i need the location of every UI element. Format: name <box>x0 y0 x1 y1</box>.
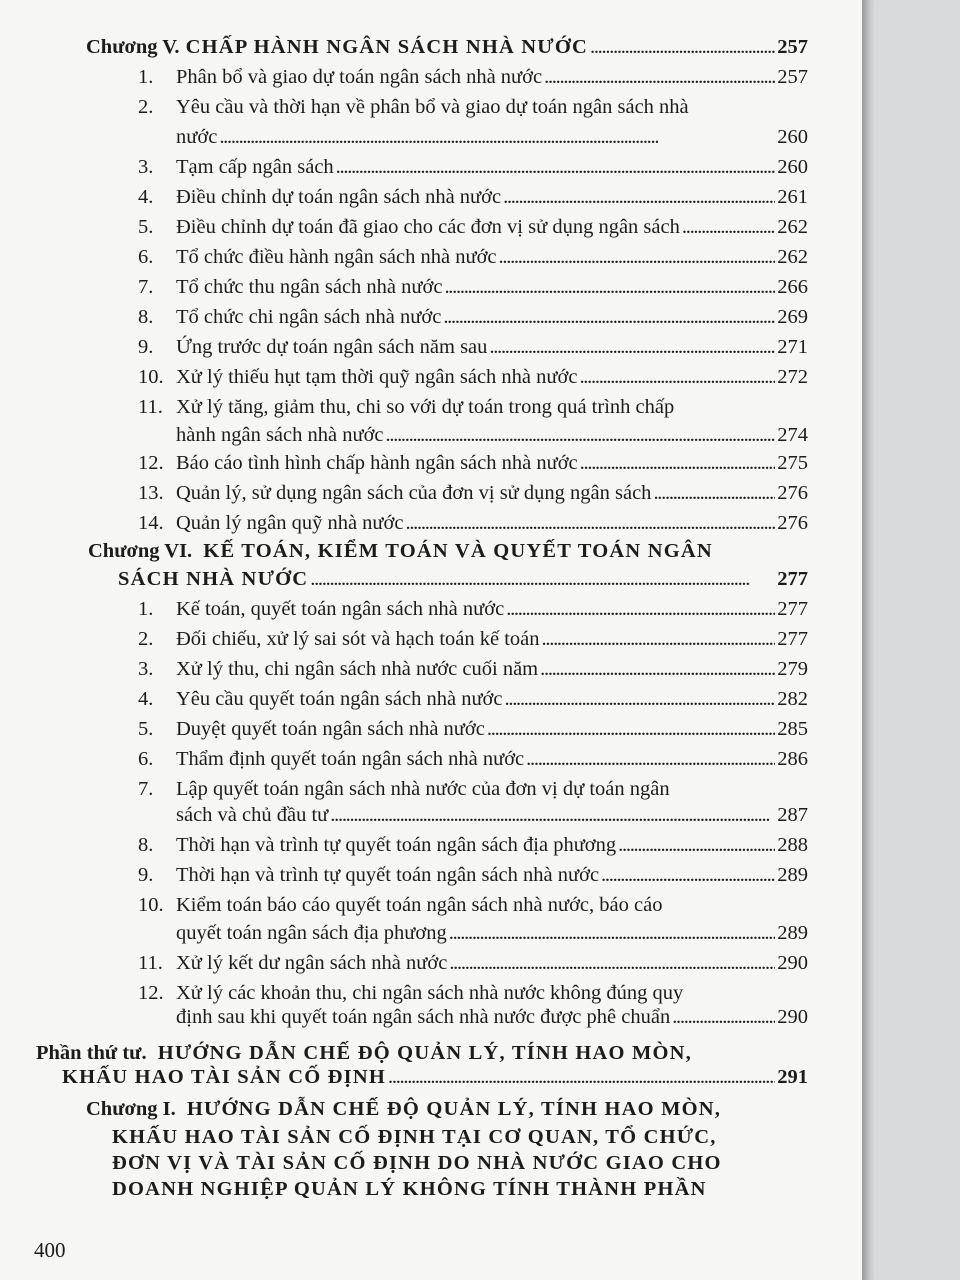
entry-number: 10. <box>138 366 164 388</box>
entry-page: 271 <box>777 336 808 358</box>
chapter6-heading-line2 <box>118 566 808 592</box>
entry-number: 9. <box>138 864 154 886</box>
entry-page: 279 <box>777 658 808 680</box>
toc-entry <box>138 64 808 90</box>
part4-chapter1-title-line4: DOANH NGHIỆP QUẢN LÝ KHÔNG TÍNH THÀNH PHẦN <box>112 1178 707 1200</box>
toc-entry-line1 <box>138 892 662 918</box>
chapter5-title: CHẤP HÀNH NGÂN SÁCH NHÀ NƯỚC <box>185 36 588 58</box>
entry-title: Tổ chức chi ngân sách nhà nước <box>176 306 442 328</box>
entry-page: 275 <box>777 452 808 474</box>
entry-title: Xử lý thiếu hụt tạm thời quỹ ngân sách nhà nước <box>176 366 578 388</box>
leader-dots <box>580 450 776 476</box>
leader-dots <box>449 950 775 976</box>
chapter5-label: Chương V. <box>86 36 180 58</box>
leader-dots <box>505 686 776 712</box>
entry-page: 286 <box>777 748 808 770</box>
chapter5-page: 257 <box>777 36 808 58</box>
leader-dots <box>330 802 775 828</box>
part4-label: Phần thứ tư. <box>36 1042 147 1064</box>
entry-page: 272 <box>777 366 808 388</box>
toc-entry-line2 <box>176 802 808 828</box>
entry-title: Quản lý, sử dụng ngân sách của đơn vị sử dụng ngân sách <box>176 482 652 504</box>
toc-entry <box>138 950 808 976</box>
toc-entry-line2 <box>176 920 808 946</box>
leader-dots <box>590 34 775 60</box>
entry-title: Duyệt quyết toán ngân sách nhà nước <box>176 718 485 740</box>
entry-number: 4. <box>138 186 154 208</box>
toc-entry <box>138 746 808 772</box>
entry-number: 8. <box>138 834 154 856</box>
entry-title-cont: sách và chủ đầu tư <box>176 804 329 826</box>
entry-title: Thời hạn và trình tự quyết toán ngân sách nhà nước <box>176 864 600 886</box>
entry-number: 12. <box>138 452 164 474</box>
leader-dots <box>386 422 776 448</box>
leader-dots <box>499 244 776 270</box>
entry-title: Quản lý ngân quỹ nhà nước <box>176 512 404 534</box>
toc-entry <box>138 364 808 390</box>
leader-dots <box>487 716 775 742</box>
toc-entry <box>138 274 808 300</box>
entry-number: 8. <box>138 306 154 328</box>
toc-entry-line1 <box>138 980 683 1006</box>
entry-page: 277 <box>777 598 808 620</box>
entry-number: 7. <box>138 276 154 298</box>
chapter6-title: KẾ TOÁN, KIỂM TOÁN VÀ QUYẾT TOÁN NGÂN <box>203 540 713 562</box>
page-number: 400 <box>34 1238 66 1262</box>
entry-title-cont: nước <box>176 126 218 148</box>
toc-entry <box>138 716 808 742</box>
entry-number: 13. <box>138 482 164 504</box>
toc-entry <box>138 184 808 210</box>
leader-dots <box>444 274 775 300</box>
leader-dots <box>682 214 775 240</box>
toc-entry-line2 <box>176 124 808 150</box>
entry-number: 6. <box>138 246 154 268</box>
entry-title: Điều chỉnh dự toán đã giao cho các đơn vị sử dụng ngân sách <box>176 216 680 238</box>
facing-page-edge <box>862 0 876 1280</box>
entry-number: 12. <box>138 982 164 1004</box>
entry-number: 6. <box>138 748 154 770</box>
entry-page: 260 <box>777 126 808 148</box>
toc-entry <box>138 862 808 888</box>
leader-dots <box>544 64 775 90</box>
entry-title: Thẩm định quyết toán ngân sách nhà nước <box>176 748 525 770</box>
toc-entry <box>138 686 808 712</box>
entry-number: 5. <box>138 718 154 740</box>
chapter6-title-cont: SÁCH NHÀ NƯỚC <box>118 568 309 590</box>
entry-title: Tạm cấp ngân sách <box>176 156 334 178</box>
part4-page: 291 <box>777 1066 808 1088</box>
entry-number: 2. <box>138 628 154 650</box>
part4-chapter1-title-line2: KHẤU HAO TÀI SẢN CỐ ĐỊNH TẠI CƠ QUAN, TỔ CHỨC, <box>112 1126 717 1148</box>
entry-number: 3. <box>138 658 154 680</box>
entry-number: 9. <box>138 336 154 358</box>
entry-page: 257 <box>777 66 808 88</box>
leader-dots <box>506 596 775 622</box>
entry-page: 290 <box>777 1006 808 1028</box>
part4-title-cont: KHẤU HAO TÀI SẢN CỐ ĐỊNH <box>62 1066 386 1088</box>
leader-dots <box>503 184 775 210</box>
toc-entry-line1 <box>138 94 689 120</box>
leader-dots <box>618 832 775 858</box>
entry-page: 287 <box>777 804 808 826</box>
leader-dots <box>526 746 775 772</box>
entry-page: 288 <box>777 834 808 856</box>
entry-page: 289 <box>777 922 808 944</box>
entry-title: Xử lý thu, chi ngân sách nhà nước cuối năm <box>176 658 539 680</box>
leader-dots <box>449 920 776 946</box>
leader-dots <box>336 154 776 180</box>
entry-title: Phân bổ và giao dự toán ngân sách nhà nước <box>176 66 543 88</box>
entry-title: Tổ chức thu ngân sách nhà nước <box>176 276 443 298</box>
leader-dots <box>405 510 775 536</box>
leader-dots <box>601 862 775 888</box>
entry-page: 285 <box>777 718 808 740</box>
chapter5-heading <box>86 34 808 60</box>
entry-number: 1. <box>138 66 154 88</box>
entry-title: Xử lý kết dư ngân sách nhà nước <box>176 952 448 974</box>
toc-entry <box>138 596 808 622</box>
entry-page: 277 <box>777 628 808 650</box>
toc-entry <box>138 334 808 360</box>
toc-entry <box>138 510 808 536</box>
toc-entry <box>138 450 808 476</box>
toc-entry <box>138 214 808 240</box>
entry-title: Lập quyết toán ngân sách nhà nước của đơn vị dự toán ngân <box>176 778 670 800</box>
entry-page: 262 <box>777 216 808 238</box>
entry-title: Yêu cầu quyết toán ngân sách nhà nước <box>176 688 503 710</box>
leader-dots <box>443 304 775 330</box>
entry-page: 261 <box>777 186 808 208</box>
leader-dots <box>579 364 775 390</box>
entry-number: 11. <box>138 952 163 974</box>
entry-page: 290 <box>777 952 808 974</box>
part4-chapter1-heading-line1 <box>86 1096 721 1122</box>
entry-page: 282 <box>777 688 808 710</box>
entry-title-cont: hành ngân sách nhà nước <box>176 424 384 446</box>
toc-entry <box>138 154 808 180</box>
toc-entry-line2 <box>176 1004 808 1030</box>
toc-entry <box>138 244 808 270</box>
entry-page: 289 <box>777 864 808 886</box>
part4-heading-line1 <box>36 1040 692 1066</box>
leader-dots <box>672 1004 775 1030</box>
part4-title: HƯỚNG DẪN CHẾ ĐỘ QUẢN LÝ, TÍNH HAO MÒN, <box>157 1042 692 1064</box>
entry-title: Kiểm toán báo cáo quyết toán ngân sách nhà nước, báo cáo <box>176 894 663 916</box>
toc-entry <box>138 304 808 330</box>
entry-title-cont: định sau khi quyết toán ngân sách nhà nước được phê chuẩn <box>176 1006 671 1028</box>
part4-chapter1-label: Chương I. <box>86 1098 176 1120</box>
chapter6-heading-line1 <box>88 538 713 564</box>
entry-page: 266 <box>777 276 808 298</box>
entry-title: Ứng trước dự toán ngân sách năm sau <box>176 336 488 358</box>
entry-page: 274 <box>777 424 808 446</box>
leader-dots <box>542 626 776 652</box>
entry-title: Đối chiếu, xử lý sai sót và hạch toán kế toán <box>176 628 540 650</box>
entry-page: 276 <box>777 512 808 534</box>
chapter6-page: 277 <box>777 568 808 590</box>
entry-title: Tổ chức điều hành ngân sách nhà nước <box>176 246 497 268</box>
entry-number: 10. <box>138 894 164 916</box>
leader-dots <box>310 566 775 592</box>
toc-entry <box>138 656 808 682</box>
entry-title-cont: quyết toán ngân sách địa phương <box>176 922 447 944</box>
entry-title: Xử lý các khoản thu, chi ngân sách nhà nước không đúng quy <box>176 982 684 1004</box>
entry-page: 276 <box>777 482 808 504</box>
entry-number: 5. <box>138 216 154 238</box>
entry-title: Thời hạn và trình tự quyết toán ngân sách địa phương <box>176 834 617 856</box>
chapter6-label: Chương VI. <box>88 540 193 562</box>
leader-dots <box>489 334 775 360</box>
entry-number: 7. <box>138 778 154 800</box>
toc-entry <box>138 626 808 652</box>
entry-number: 14. <box>138 512 164 534</box>
entry-page: 262 <box>777 246 808 268</box>
entry-number: 4. <box>138 688 154 710</box>
leader-dots <box>388 1064 775 1090</box>
entry-number: 3. <box>138 156 154 178</box>
toc-entry <box>138 480 808 506</box>
entry-number: 2. <box>138 96 154 118</box>
entry-page: 260 <box>777 156 808 178</box>
entry-title: Xử lý tăng, giảm thu, chi so với dự toán trong quá trình chấp <box>176 396 675 418</box>
leader-dots <box>653 480 775 506</box>
toc-entry-line1 <box>138 776 670 802</box>
part4-heading-line2 <box>62 1064 808 1090</box>
entry-number: 1. <box>138 598 154 620</box>
part4-chapter1-title: HƯỚNG DẪN CHẾ ĐỘ QUẢN LÝ, TÍNH HAO MÒN, <box>186 1098 722 1120</box>
leader-dots <box>540 656 775 682</box>
entry-number: 11. <box>138 396 163 418</box>
part4-chapter1-title-line3: ĐƠN VỊ VÀ TÀI SẢN CỐ ĐỊNH DO NHÀ NƯỚC GIAO CHO <box>112 1152 722 1174</box>
toc-entry <box>138 832 808 858</box>
toc-entry-line2 <box>176 422 808 448</box>
entry-title: Điều chỉnh dự toán ngân sách nhà nước <box>176 186 502 208</box>
entry-title: Báo cáo tình hình chấp hành ngân sách nhà nước <box>176 452 578 474</box>
leader-dots <box>219 124 775 150</box>
entry-title: Yêu cầu và thời hạn về phân bổ và giao dự toán ngân sách nhà <box>176 96 689 118</box>
entry-page: 269 <box>777 306 808 328</box>
entry-title: Kế toán, quyết toán ngân sách nhà nước <box>176 598 505 620</box>
toc-entry-line1 <box>138 394 674 420</box>
